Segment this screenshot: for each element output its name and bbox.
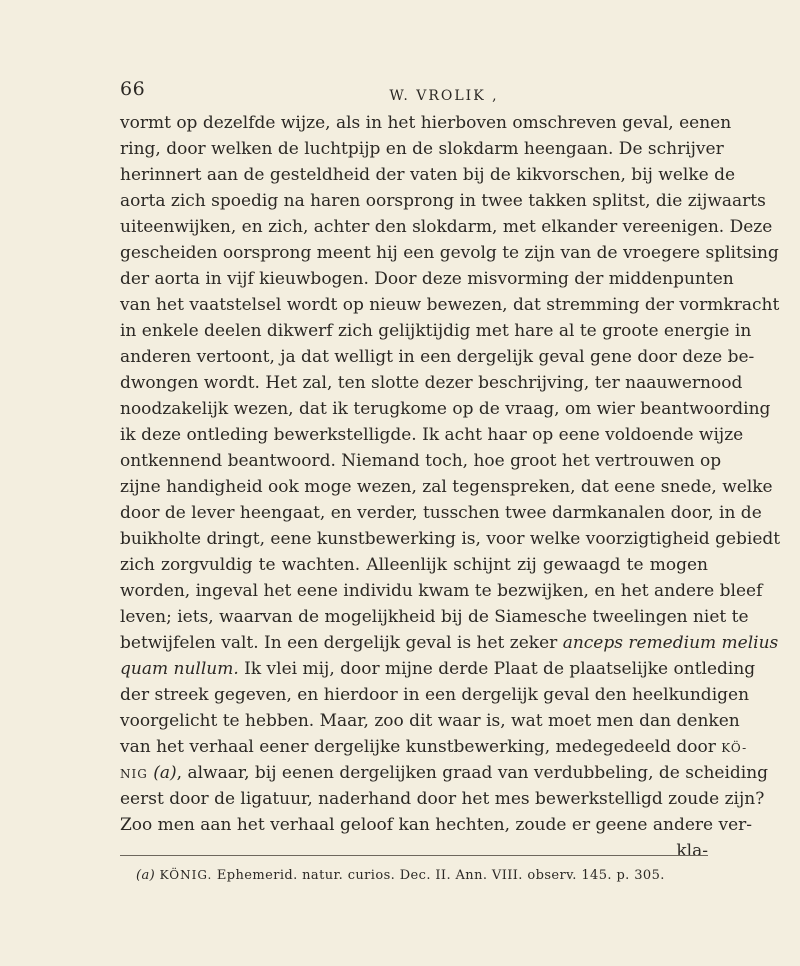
footnote-divider	[120, 855, 708, 856]
text-line: zijne handigheid ook moge wezen, zal tegenspreken, dat eene snede, welke	[120, 477, 773, 497]
text-line: worden, ingeval het eene individu kwam te bezwijken, en het andere bleef	[120, 581, 763, 601]
catchword: kla-	[676, 841, 708, 861]
text-line: vormt op dezelfde wijze, als in het hierboven omschreven geval, eenen	[120, 113, 732, 133]
text-line: door de lever heengaat, en verder, tusschen twee darmkanalen door, in de	[120, 503, 762, 523]
footnote-marker: (a)	[136, 868, 156, 883]
text-line: anderen vertoont, ja dat welligt in een dergelijk geval gene door deze be-	[120, 347, 755, 367]
text-line: dwongen wordt. Het zal, ten slotte dezer beschrijving, ter naauwernood	[120, 373, 743, 393]
body-text	[120, 110, 781, 864]
text-line: herinnert aan de gesteldheid der vaten bij de kikvorschen, bij welke de	[120, 165, 736, 185]
author-name: NIG	[120, 767, 148, 781]
text-line: noodzakelijk wezen, dat ik terugkome op de vraag, om wier beantwoording	[120, 399, 771, 419]
footnote-author: KÖNIG.	[159, 868, 213, 882]
text-line: ring, door welken de luchtpijp en de slokdarm heengaan. De schrijver	[120, 139, 724, 159]
text-line: buikholte dringt, eene kunstbewerking is, voor welke voorzigtigheid gebiedt	[120, 529, 781, 549]
page-number: 66	[120, 78, 146, 100]
text-line	[120, 630, 779, 656]
text-line: zich zorgvuldig te wachten. Alleenlijk schijnt zij gewaagd te mogen	[120, 555, 708, 575]
footnote-reference: (a)	[153, 763, 177, 783]
text-line	[120, 760, 769, 786]
text-line: ik deze ontleding bewerkstelligde. Ik acht haar op eene voldoende wijze	[120, 425, 744, 445]
text-line: der aorta in vijf kieuwbogen. Door deze misvorming der middenpunten	[120, 269, 734, 289]
text-line: uiteenwijken, en zich, achter den slokdarm, met elkander vereenigen. Deze	[120, 217, 773, 237]
text-line: gescheiden oorsprong meent hij een gevolg te zijn van de vroegere splitsing	[120, 243, 779, 263]
text-line: der streek gegeven, en hierdoor in een dergelijk geval den heelkundigen	[120, 685, 750, 705]
text-segment: betwijfelen valt. In een dergelijk geval is het zeker	[120, 633, 558, 653]
text-segment: Ik vlei mij, door mijne derde Plaat de plaatselijke ontleding	[244, 659, 756, 679]
text-line: voorgelicht te hebben. Maar, zoo dit waar is, wat moet men dan denken	[120, 711, 740, 731]
text-line: Zoo men aan het verhaal geloof kan hechten, zoude er geene andere ver-	[120, 815, 753, 835]
text-line	[120, 734, 748, 760]
text-line	[120, 656, 756, 682]
author-name: KÖ-	[721, 741, 748, 755]
latin-phrase: quam nullum.	[120, 659, 239, 679]
text-line: in enkele deelen dikwerf zich gelijktijdig met hare al te groote energie in	[120, 321, 752, 341]
footnote	[136, 868, 716, 883]
latin-phrase: anceps remedium melius	[562, 633, 779, 653]
text-line: eerst door de ligatuur, naderhand door het mes bewerkstelligd zoude zijn?	[120, 789, 765, 809]
text-line: ontkennend beantwoord. Niemand toch, hoe groot het vertrouwen op	[120, 451, 722, 471]
text-segment: , alwaar, bij eenen dergelijken graad van verdubbeling, de scheiding	[176, 763, 769, 783]
running-head: W. VROLIK ,	[389, 88, 499, 104]
footnote-text: Ephemerid. natur. curios. Dec. II. Ann. VIII. observ. 145. p. 305.	[216, 868, 665, 883]
text-line: van het vaatstelsel wordt op nieuw bewezen, dat stremming der vormkracht	[120, 295, 780, 315]
text-line: aorta zich spoedig na haren oorsprong in twee takken splitst, die zijwaarts	[120, 191, 766, 211]
text-line: leven; iets, waarvan de mogelijkheid bij de Siamesche tweelingen niet te	[120, 607, 749, 627]
text-segment: van het verhaal eener dergelijke kunstbewerking, medegedeeld door	[120, 737, 716, 757]
